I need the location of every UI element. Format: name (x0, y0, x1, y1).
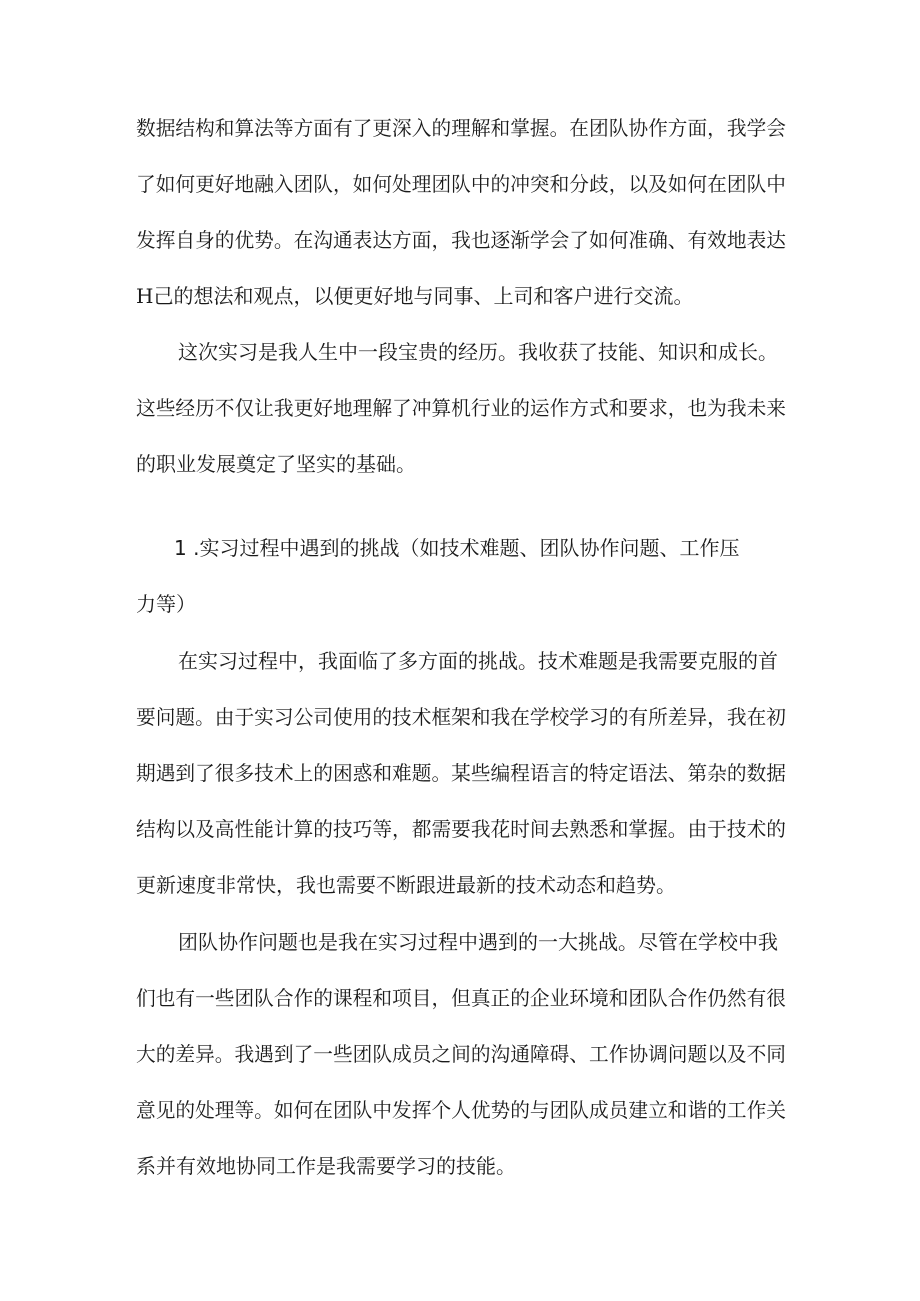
paragraph-4-line-4: 意见的处理等。如何在团队中发挥个人优势的与团队成员建立和谐的工作关 (136, 1098, 786, 1122)
paragraph-1-line-4: H己的想法和观点，以便更好地与同事、上司和客户进行交流。 (136, 284, 694, 308)
paragraph-3-line-2: 要问题。由于实习公司使用的技术框架和我在学校学习的有所差异，我在初 (136, 705, 786, 729)
section-heading-line-1: 1 .实习过程中遇到的挑战（如技术难题、团队协作问题、工作压 (174, 536, 740, 560)
paragraph-3-line-1: 在实习过程中，我面临了多方面的挑战。技术难题是我需要克服的首 (178, 649, 778, 673)
paragraph-2-line-1: 这次实习是我人生中一段宝贵的经历。我收获了技能、知识和成长。 (178, 340, 778, 364)
paragraph-4-line-3: 大的差异。我遇到了一些团队成员之间的沟通障碍、工作协调问题以及不同 (136, 1042, 786, 1066)
paragraph-4-line-1: 团队协作问题也是我在实习过程中遇到的一大挑战。尽管在学校中我 (178, 930, 778, 954)
paragraph-1-line-1: 数据结构和算法等方面有了更深入的理解和掌握。在团队协作方面，我学会 (136, 116, 786, 140)
paragraph-4-line-5: 系并有效地协同工作是我需要学习的技能。 (136, 1154, 516, 1178)
paragraph-1-line-2: 了如何更好地融入团队，如何处理团队中的冲突和分歧，以及如何在团队中 (136, 172, 786, 196)
section-heading-line-2: 力等） (136, 592, 196, 616)
paragraph-1-line-3: 发挥自身的优势。在沟通表达方面，我也逐渐学会了如何准确、有效地表达 (136, 228, 786, 252)
paragraph-3-line-5: 更新速度非常快，我也需要不断跟进最新的技术动态和趋势。 (136, 873, 676, 897)
paragraph-4-line-2: 们也有一些团队合作的课程和项目，但真正的企业环境和团队合作仍然有很 (136, 986, 786, 1010)
paragraph-3-line-4: 结构以及高性能计算的技巧等，都需要我花时间去熟悉和掌握。由于技术的 (136, 817, 786, 841)
paragraph-3-line-3: 期遇到了很多技术上的困惑和难题。某些编程语言的特定语法、第杂的数据 (136, 761, 786, 785)
paragraph-2-line-2: 这些经历不仅让我更好地理解了冲算机行业的运作方式和要求，也为我未来 (136, 396, 786, 420)
paragraph-2-line-3: 的职业发展奠定了坚实的基础。 (136, 452, 416, 476)
